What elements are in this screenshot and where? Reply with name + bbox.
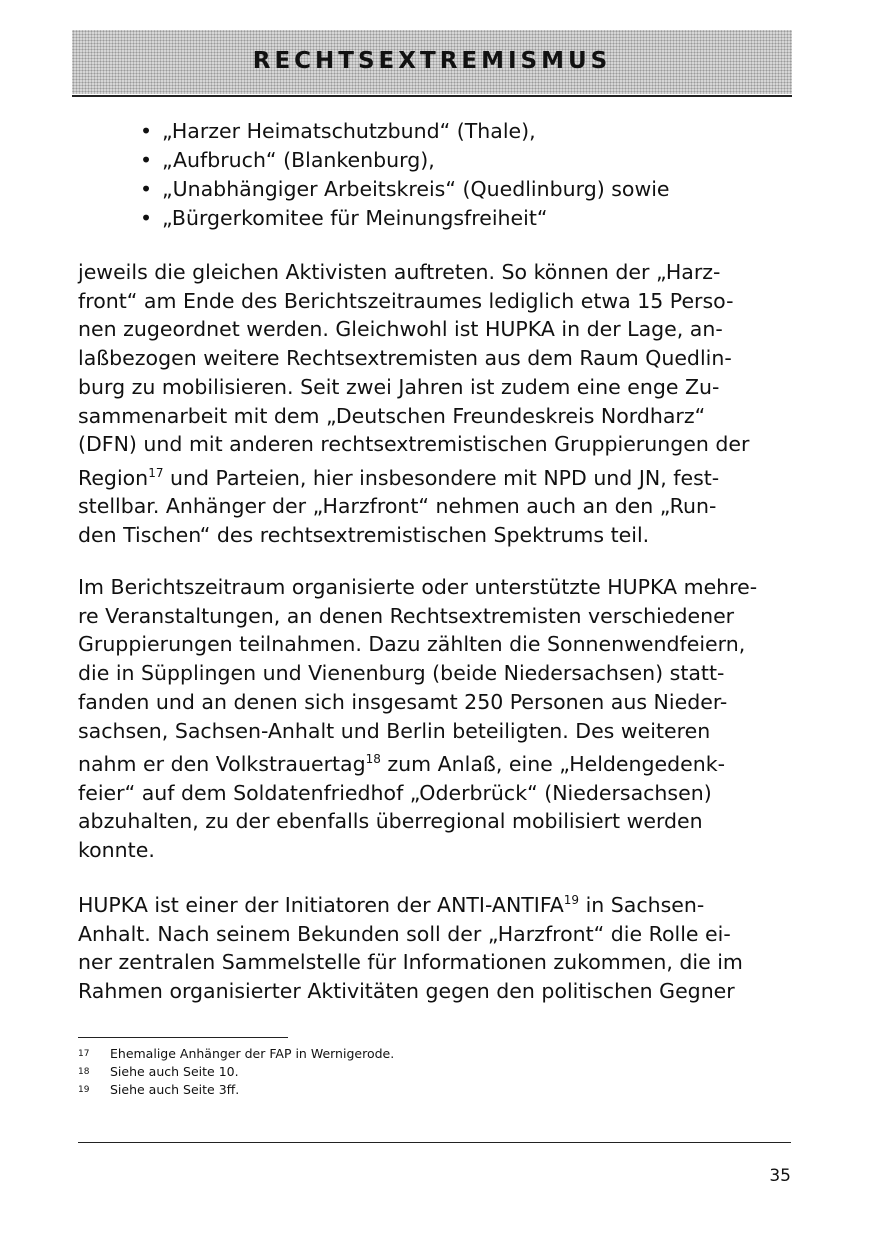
footnote-ref: 19 <box>563 893 580 907</box>
bottom-rule <box>78 1142 791 1143</box>
footnote <box>78 1063 394 1081</box>
list-item-text: „Bürgerkomitee für Meinungsfreiheit“ <box>162 206 548 230</box>
footnote-number: 19 <box>78 1085 90 1095</box>
page-header-title: RECHTSEXTREMISMUS <box>252 48 612 74</box>
footnote-text: Siehe auch Seite 3ff. <box>110 1082 240 1097</box>
page-number: 35 <box>769 1166 791 1186</box>
paragraph-text: HUPKA ist einer der Initiatoren der ANTI-ANTIFA <box>78 892 564 917</box>
header-rule <box>72 95 792 97</box>
footnote-text: Siehe auch Seite 10. <box>110 1064 239 1079</box>
footnote <box>78 1045 394 1063</box>
list-item-text: „Harzer Heimatschutzbund“ (Thale), <box>162 119 536 143</box>
footnote-rule <box>78 1037 288 1038</box>
list-item-text: „Unabhängiger Arbeitskreis“ (Quedlinburg) sowie <box>162 177 670 201</box>
bullet-icon: • <box>140 148 153 172</box>
paragraph-text: und Parteien, hier insbesondere mit NPD und JN, fest- stellbar. Anhänger der „Harzfront“ nehmen auch an den „Run- den Tischen“ des rechtsextremistischen Spektrums teil. <box>78 465 720 548</box>
list-item <box>140 204 670 233</box>
footnotes <box>78 1045 394 1099</box>
paragraph-text: jeweils die gleichen Aktivisten auftreten. So können der „Harz- front“ am Ende des Berichtszeitraumes lediglich etwa 15 Perso- nen zugeordnet werden. Gleichwohl ist HUPKA in der Lage, an- laßbezogen weitere Rechtsextremisten aus dem Raum Quedlin- burg zu mobilisieren. Seit zwei Jahren ist zudem eine enge Zu- sammenarbeit mit dem „Deutschen Freundeskreis Nordharz“ (DFN) und mit anderen rechtsextremistischen Gruppierungen der Region <box>78 260 750 490</box>
paragraph-text: in Sachsen- Anhalt. Nach seinem Bekunden soll der „Harzfront“ die Rolle ei- ner zentralen Sammelstelle für Informationen zukommen, die im Rahmen organisierter Aktivitäten gegen den politischen Gegner <box>78 892 743 1003</box>
footnote <box>78 1081 394 1099</box>
paragraph-events <box>78 573 791 865</box>
list-item <box>140 146 670 175</box>
footnote-number: 18 <box>78 1067 90 1077</box>
footnote-ref: 18 <box>365 752 381 767</box>
bullet-icon: • <box>140 206 153 230</box>
list-item-text: „Aufbruch“ (Blankenburg), <box>162 148 435 172</box>
footnote-ref: 17 <box>148 465 164 480</box>
organization-list <box>140 117 670 233</box>
list-item <box>140 117 670 146</box>
bullet-icon: • <box>140 177 153 201</box>
paragraph-anti-antifa <box>78 886 791 1006</box>
list-item <box>140 175 670 204</box>
footnote-number: 17 <box>78 1049 90 1059</box>
paragraph-text: Im Berichtszeitraum organisierte oder unterstützte HUPKA mehre- re Veranstaltungen, an denen Rechtsextremisten verschiedener Gruppierungen teilnahmen. Dazu zählten die Sonnenwendfeiern, die in Süpplingen und Vienenburg (beide Niedersachsen) statt- fanden und an denen sich insgesamt 250 Personen aus Nieder- sachsen, Sachsen-Anhalt und Berlin beteiligten. Des weiteren nahm er den Volkstrauertag <box>78 575 758 777</box>
bullet-icon: • <box>140 119 153 143</box>
paragraph-harzfront <box>78 258 791 550</box>
footnote-text: Ehemalige Anhänger der FAP in Wernigerode. <box>110 1046 395 1061</box>
paragraph-text: zum Anlaß, eine „Heldengedenk- feier“ auf dem Soldatenfriedhof „Oderbrück“ (Niedersachsen) abzuhalten, zu der ebenfalls überregional mobilisiert werden konnte. <box>78 752 726 863</box>
